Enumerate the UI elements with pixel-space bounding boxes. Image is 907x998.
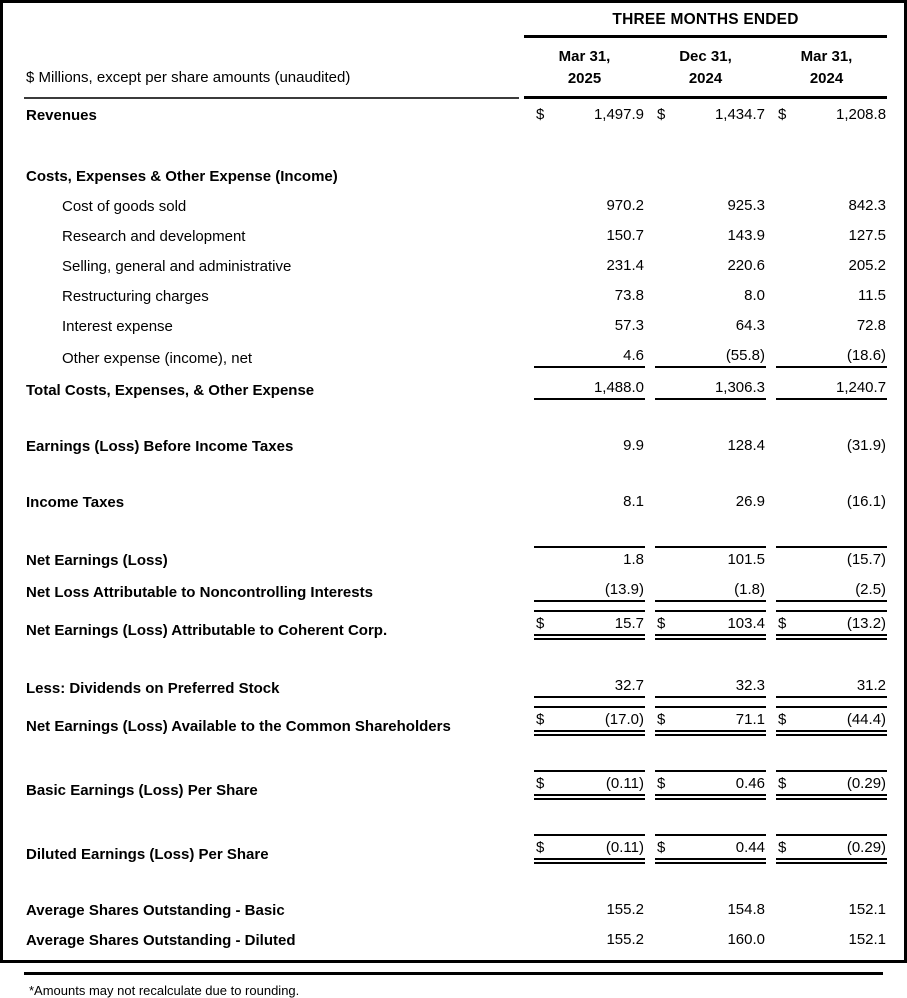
dollar-sign: $ [657, 615, 666, 632]
column-month: Mar 31, [800, 48, 853, 65]
value-cell [524, 340, 645, 372]
column-year: 2025 [567, 70, 602, 87]
unit-note-cell [24, 38, 524, 99]
column-header-dec-31-2024 [645, 38, 766, 99]
column-header-mar-31-2024 [766, 38, 887, 99]
value-cell [524, 372, 645, 404]
header-corner [24, 9, 524, 38]
value-cell [766, 766, 887, 804]
row-label: Other expense (income), net [62, 350, 253, 367]
row-label: Diluted Earnings (Loss) Per Share [26, 846, 269, 863]
value-cell [766, 250, 887, 280]
value: 1.8 [623, 551, 644, 568]
value-cell [524, 486, 645, 516]
value: 1,208.8 [835, 106, 887, 123]
value-cell [645, 99, 766, 129]
value-cell [766, 220, 887, 250]
value-cell [645, 190, 766, 220]
value: 31.2 [856, 677, 887, 694]
value-cell [645, 606, 766, 644]
value: 8.1 [623, 493, 644, 510]
value: (16.1) [846, 493, 887, 510]
value-cell [645, 372, 766, 404]
value-cell [766, 430, 887, 460]
row-label: Net Earnings (Loss) Available to the Common Shareholders [26, 718, 451, 735]
value: 160.0 [727, 931, 765, 948]
value-cell [524, 220, 645, 250]
value: (0.11) [605, 775, 644, 792]
value-cell [645, 430, 766, 460]
value-cell [645, 250, 766, 280]
spacer-row [24, 404, 887, 430]
table-row [24, 766, 887, 804]
value: 150.7 [606, 227, 644, 244]
value-cell [524, 310, 645, 340]
value-cell [524, 574, 645, 606]
column-year: 2024 [809, 70, 844, 87]
value: 220.6 [727, 257, 765, 274]
value: 9.9 [623, 437, 644, 454]
table-row [24, 606, 887, 644]
spacer-row [24, 516, 887, 542]
table-row [24, 894, 887, 924]
value: 842.3 [848, 197, 887, 214]
value: 15.7 [614, 615, 644, 632]
dollar-sign: $ [657, 106, 666, 123]
value-cell [524, 924, 645, 954]
value: 32.7 [614, 677, 644, 694]
spacer-row [24, 740, 887, 766]
value: (15.7) [846, 551, 887, 568]
row-label: Income Taxes [26, 494, 125, 511]
table-row [24, 670, 887, 702]
value-cell [766, 702, 887, 740]
value-cell [524, 702, 645, 740]
value: (2.5) [855, 581, 887, 598]
value: 152.1 [848, 901, 887, 918]
value-cell [524, 894, 645, 924]
value-cell [524, 190, 645, 220]
value: 155.2 [606, 931, 644, 948]
table-row [24, 220, 887, 250]
value: 57.3 [614, 317, 644, 334]
dollar-sign: $ [536, 711, 545, 728]
dollar-sign: $ [778, 775, 787, 792]
value: 143.9 [727, 227, 765, 244]
row-label: Costs, Expenses & Other Expense (Income) [26, 168, 338, 185]
spacer-row [24, 868, 887, 894]
value-cell [766, 894, 887, 924]
value-cell [645, 340, 766, 372]
income-statement-table [24, 9, 887, 954]
table-row [24, 280, 887, 310]
row-label: Net Earnings (Loss) Attributable to Coherent Corp. [26, 622, 388, 639]
dollar-sign: $ [778, 106, 787, 123]
spacer-row [24, 129, 887, 163]
row-label: Interest expense [62, 318, 173, 335]
value: (31.9) [846, 437, 887, 454]
value: (44.4) [846, 711, 887, 728]
table-row [24, 372, 887, 404]
value-cell [645, 702, 766, 740]
value: 64.3 [735, 317, 765, 334]
value-cell [766, 830, 887, 868]
value-cell [766, 190, 887, 220]
value-cell [645, 766, 766, 804]
dollar-sign: $ [778, 615, 787, 632]
value: 73.8 [614, 287, 644, 304]
dollar-sign: $ [657, 711, 666, 728]
dollar-sign: $ [536, 775, 545, 792]
spacer-row [24, 804, 887, 830]
value: 0.46 [735, 775, 765, 792]
value-cell [645, 670, 766, 702]
dollar-sign: $ [778, 839, 787, 856]
value: 1,306.3 [714, 379, 765, 396]
value: (0.11) [605, 839, 644, 856]
period-header: THREE MONTHS ENDED [524, 9, 887, 38]
table-row [24, 542, 887, 574]
row-label: Less: Dividends on Preferred Stock [26, 680, 280, 697]
section-header-row [24, 163, 887, 190]
value-cell [766, 924, 887, 954]
value: 11.5 [857, 287, 887, 304]
value-cell [645, 574, 766, 606]
value-cell [766, 310, 887, 340]
value: 925.3 [727, 197, 765, 214]
value: 155.2 [606, 901, 644, 918]
table-row [24, 250, 887, 280]
value-cell [766, 542, 887, 574]
dollar-sign: $ [657, 839, 666, 856]
value: 8.0 [744, 287, 765, 304]
statement-rows [24, 99, 887, 954]
table-row [24, 190, 887, 220]
table-row [24, 99, 887, 129]
value-cell [766, 340, 887, 372]
unit-note: $ Millions, except per share amounts (unaudited) [24, 69, 519, 99]
value: (0.29) [846, 839, 887, 856]
value-cell [766, 606, 887, 644]
row-label: Revenues [26, 107, 97, 124]
value: 103.4 [727, 615, 765, 632]
value: 71.1 [735, 711, 765, 728]
value-cell [766, 372, 887, 404]
value: 32.3 [735, 677, 765, 694]
spacer-row [24, 460, 887, 486]
dollar-sign: $ [657, 775, 666, 792]
table-row [24, 574, 887, 606]
value: 154.8 [727, 901, 765, 918]
value: 101.5 [727, 551, 765, 568]
value-cell [524, 542, 645, 574]
value-cell [766, 99, 887, 129]
row-label: Average Shares Outstanding - Diluted [26, 932, 296, 949]
value: 4.6 [623, 347, 644, 364]
value-cell [524, 280, 645, 310]
value: 205.2 [848, 257, 887, 274]
column-month: Dec 31, [679, 48, 732, 65]
value-cell [524, 606, 645, 644]
dollar-sign: $ [536, 615, 545, 632]
value-cell [645, 894, 766, 924]
table-row [24, 310, 887, 340]
column-header-row [24, 38, 887, 99]
value: 1,240.7 [835, 379, 887, 396]
footnote: *Amounts may not recalculate due to rounding. [29, 983, 300, 998]
value: (1.8) [734, 581, 765, 598]
value-cell [524, 430, 645, 460]
value-cell [524, 766, 645, 804]
row-label: Net Loss Attributable to Noncontrolling Interests [26, 584, 373, 601]
row-label: Restructuring charges [62, 288, 209, 305]
value-cell [524, 830, 645, 868]
value-cell [524, 99, 645, 129]
row-label: Basic Earnings (Loss) Per Share [26, 782, 258, 799]
value: 1,434.7 [714, 106, 765, 123]
row-label: Earnings (Loss) Before Income Taxes [26, 438, 294, 455]
value-cell [645, 830, 766, 868]
column-header-mar-31-2025 [524, 38, 645, 99]
value-cell [524, 250, 645, 280]
value: 128.4 [727, 437, 765, 454]
value-cell [524, 670, 645, 702]
table-row [24, 830, 887, 868]
value-cell [766, 486, 887, 516]
column-month: Mar 31, [558, 48, 611, 65]
value-cell [766, 670, 887, 702]
value: 26.9 [735, 493, 765, 510]
value-cell [766, 280, 887, 310]
value-cell [645, 280, 766, 310]
dollar-sign: $ [536, 106, 545, 123]
row-label: Net Earnings (Loss) [26, 552, 168, 569]
value: 0.44 [735, 839, 765, 856]
row-label: Total Costs, Expenses, & Other Expense [26, 382, 315, 399]
value: (18.6) [846, 347, 887, 364]
table-row [24, 430, 887, 460]
period-header-row [24, 9, 887, 38]
value-cell [645, 220, 766, 250]
value: 1,497.9 [593, 106, 644, 123]
dollar-sign: $ [778, 711, 787, 728]
value-cell [645, 486, 766, 516]
value: 1,488.0 [593, 379, 644, 396]
value: 152.1 [848, 931, 887, 948]
value: (17.0) [604, 711, 644, 728]
table-row [24, 340, 887, 372]
row-label: Research and development [62, 228, 246, 245]
table-row [24, 486, 887, 516]
row-label: Selling, general and administrative [62, 258, 292, 275]
value: (13.2) [846, 615, 887, 632]
dollar-sign: $ [536, 839, 545, 856]
value: 231.4 [606, 257, 644, 274]
table-row [24, 924, 887, 954]
value: (0.29) [846, 775, 887, 792]
column-year: 2024 [688, 70, 723, 87]
value-cell [645, 542, 766, 574]
value-cell [645, 310, 766, 340]
value: (55.8) [725, 347, 765, 364]
table-row [24, 702, 887, 740]
value-cell [645, 924, 766, 954]
value-cell [766, 574, 887, 606]
row-label: Average Shares Outstanding - Basic [26, 902, 285, 919]
value: (13.9) [604, 581, 644, 598]
spacer-row [24, 644, 887, 670]
value: 72.8 [856, 317, 887, 334]
value: 970.2 [606, 197, 644, 214]
footnote-rule [24, 972, 883, 998]
row-label: Cost of goods sold [62, 198, 187, 215]
value: 127.5 [848, 227, 887, 244]
